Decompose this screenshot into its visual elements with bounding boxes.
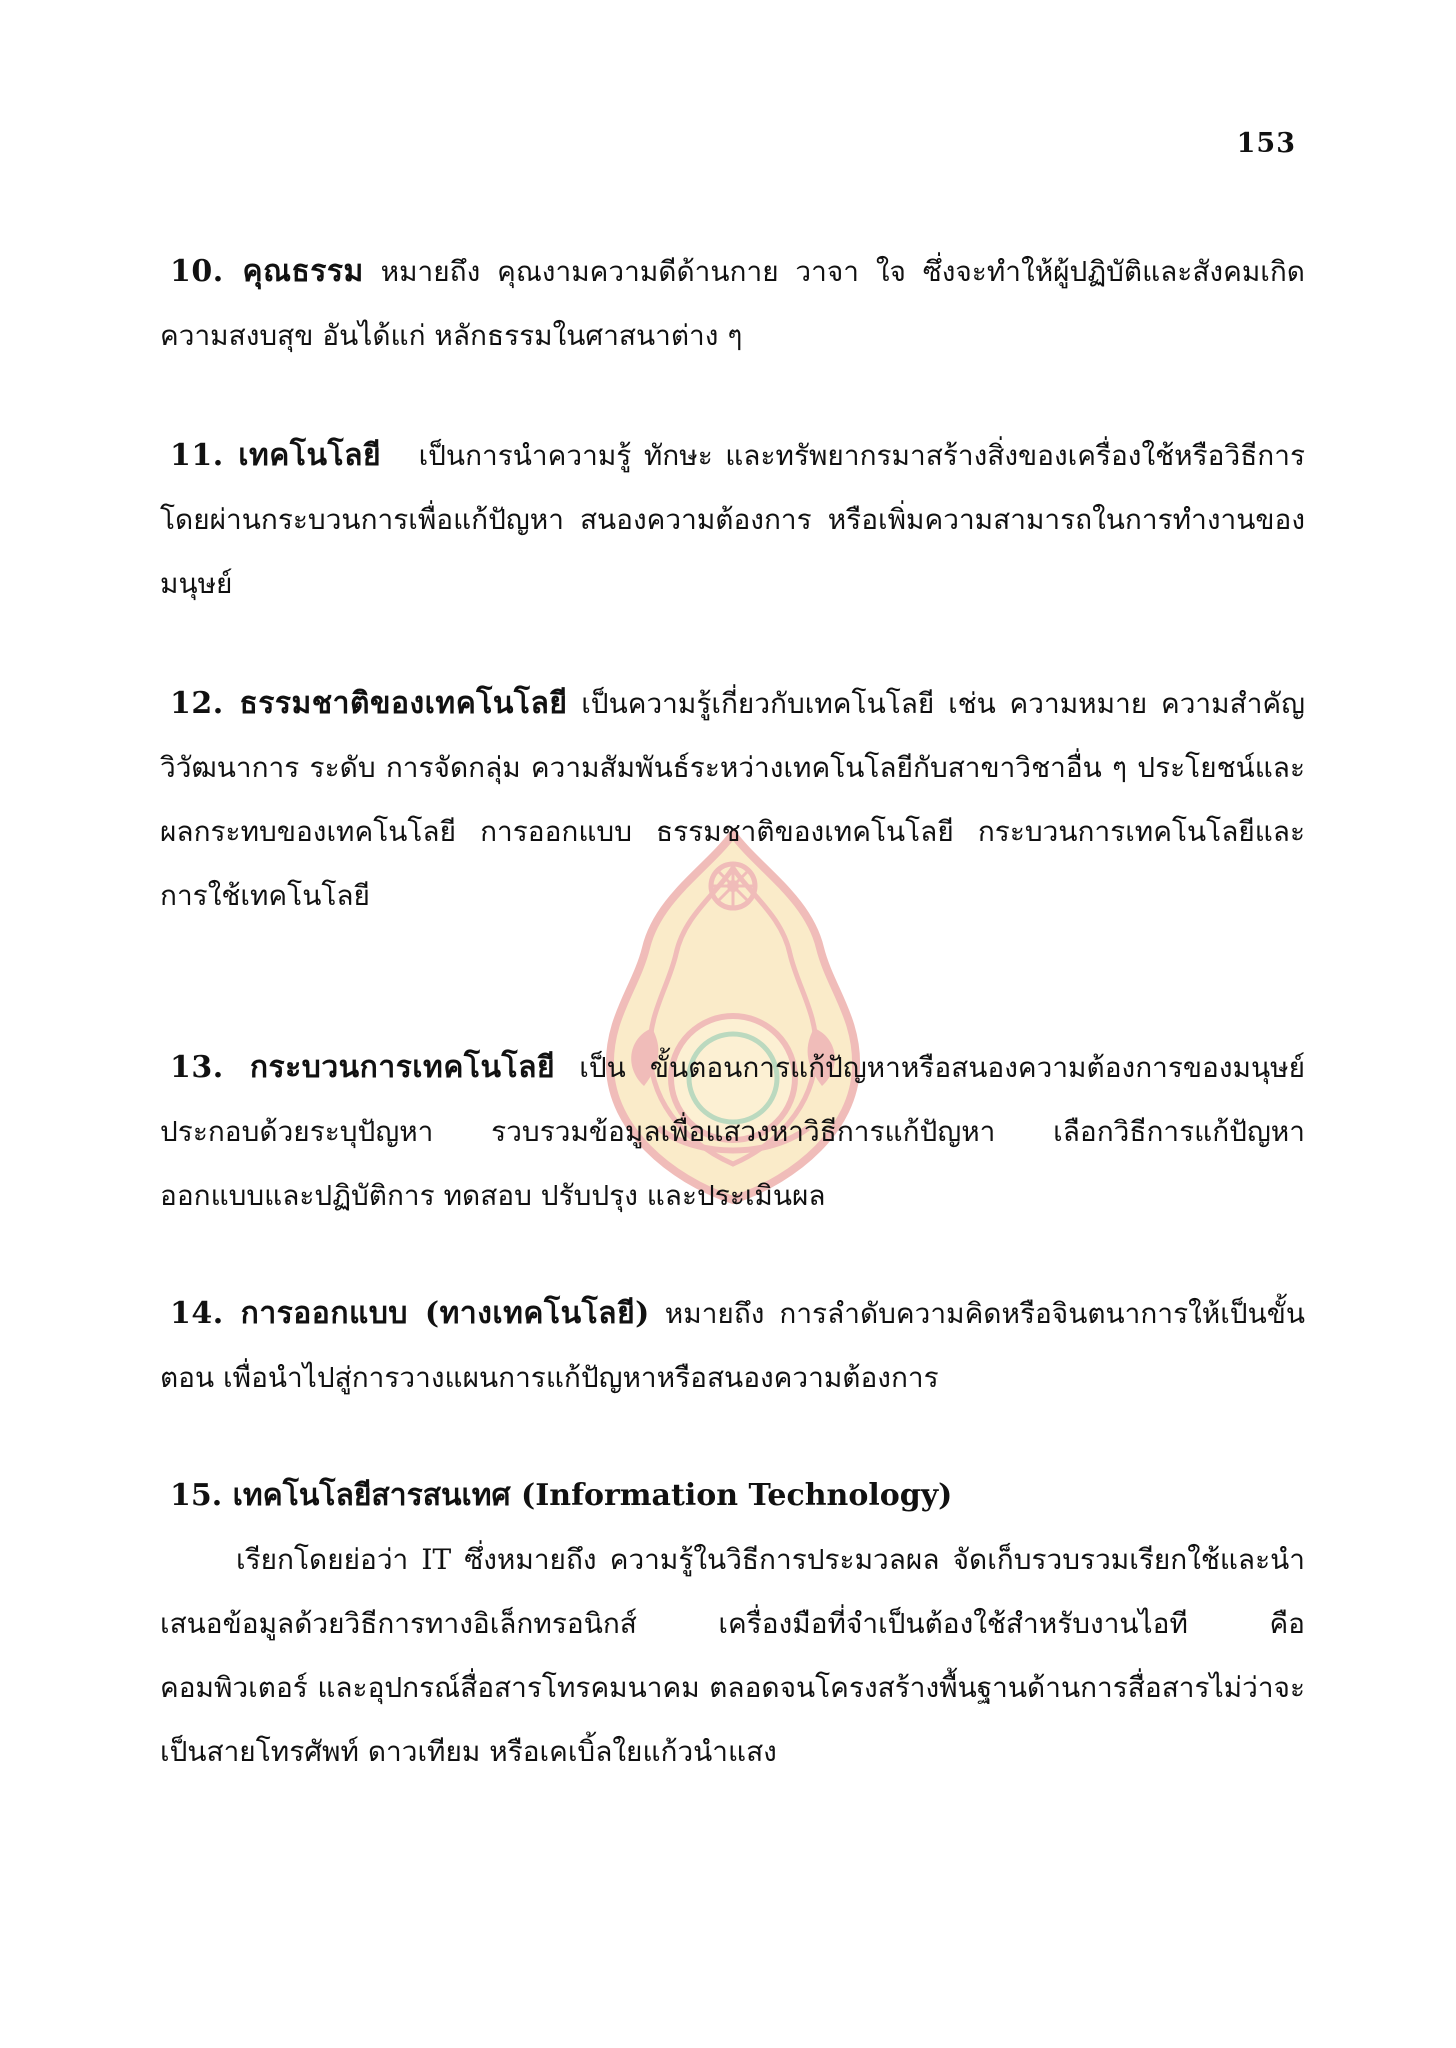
term-title: 14. การออกแบบ (ทางเทคโนโลยี)	[170, 1296, 650, 1331]
term-definition: เรียกโดยย่อว่า IT ซึ่งหมายถึง ความรู้ในวิธีการประมวลผล จัดเก็บรวบรวมเรียกใช้และนำเสนอข้อมูลด้วยวิธีการทางอิเล็กทรอนิกส์ เครื่องมือที่จำเป็นต้องใช้สำหรับงานไอที คือ คอมพิวเตอร์ และอุปกรณ์สื่อสารโทรคมนาคม ตลอดจนโครงสร้างพื้นฐานด้านการสื่อสารไม่ว่าจะเป็นสายโทรศัพท์ ดาวเทียม หรือเคเบิ้ลใยแก้วนำแสง	[160, 1543, 1305, 1768]
term-definition: เป็นการนำความรู้ ทักษะ และทรัพยากรมาสร้างสิ่งของเครื่องใช้หรือวิธีการ โดยผ่านกระบวนการเพื่อแก้ปัญหา สนองความต้องการ หรือเพิ่มความสามารถในการทำงานของมนุษย์	[160, 439, 1305, 600]
term-definition: หมายถึง การลำดับความคิดหรือจินตนาการให้เป็นขั้นตอน เพื่อนำไปสู่การวางแผนการแก้ปัญหาหรือสนองความต้องการ	[160, 1297, 1305, 1394]
term-title: 13. กระบวนการเทคโนโลยี	[170, 1050, 556, 1085]
term-title: 15. เทคโนโลยีสารสนเทศ (Information Technology)	[170, 1478, 953, 1513]
term-14	[160, 1282, 1305, 1410]
term-definition: หมายถึง คุณงามความดีด้านกาย วาจา ใจ ซึ่งจะทำให้ผู้ปฏิบัติและสังคมเกิดความสงบสุข อันได้แก่ หลักธรรมในศาสนาต่าง ๆ	[160, 255, 1305, 352]
term-15	[160, 1464, 1305, 1784]
term-12	[160, 672, 1305, 928]
term-definition: เป็น ขั้นตอนการแก้ปัญหาหรือสนองความต้องการของมนุษย์ประกอบด้วยระบุปัญหา รวบรวมข้อมูลเพื่อแสวงหาวิธีการแก้ปัญหา เลือกวิธีการแก้ปัญหาออกแบบและปฏิบัติการ ทดสอบ ปรับปรุง และประเมินผล	[160, 1051, 1305, 1212]
term-definition: เป็นความรู้เกี่ยวกับเทคโนโลยี เช่น ความหมาย ความสำคัญ วิวัฒนาการ ระดับ การจัดกลุ่ม ความสัมพันธ์ระหว่างเทคโนโลยีกับสาขาวิชาอื่น ๆ ประโยชน์และผลกระทบของเทคโนโลยี การออกแบบ ธรรมชาติของเทคโนโลยี กระบวนการเทคโนโลยีและการใช้เทคโนโลยี	[160, 687, 1306, 912]
term-title: 11. เทคโนโลยี	[170, 438, 382, 473]
term-10	[160, 240, 1305, 368]
term-11	[160, 424, 1305, 616]
term-13	[160, 1036, 1305, 1228]
document-body	[160, 240, 1305, 1784]
term-title: 10. คุณธรรม	[170, 254, 364, 289]
page-number: 153	[1236, 128, 1296, 159]
term-title: 12. ธรรมชาติของเทคโนโลยี	[170, 686, 568, 721]
